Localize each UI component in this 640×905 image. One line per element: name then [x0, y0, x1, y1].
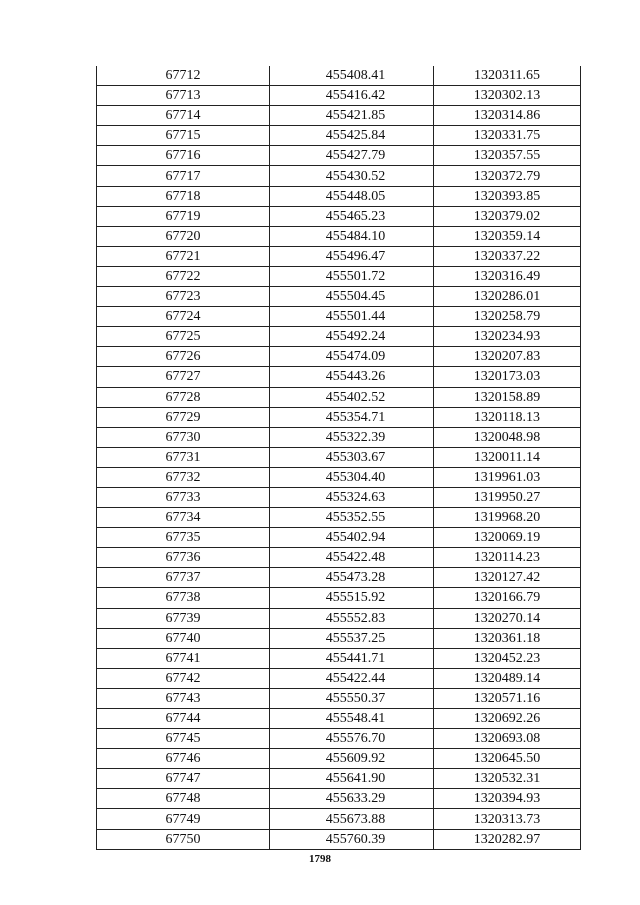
x-coordinate-cell: 455352.55	[270, 508, 434, 528]
y-coordinate-cell: 1320314.86	[434, 106, 581, 126]
y-coordinate-cell: 1320158.89	[434, 387, 581, 407]
table-row	[97, 648, 581, 668]
x-coordinate-cell: 455465.23	[270, 206, 434, 226]
y-coordinate-cell: 1320069.19	[434, 528, 581, 548]
table-row	[97, 608, 581, 628]
point-id-cell: 67723	[97, 287, 270, 307]
x-coordinate-cell: 455448.05	[270, 186, 434, 206]
table-row	[97, 86, 581, 106]
y-coordinate-cell: 1320393.85	[434, 186, 581, 206]
x-coordinate-cell: 455425.84	[270, 126, 434, 146]
y-coordinate-cell: 1320207.83	[434, 347, 581, 367]
table-row	[97, 749, 581, 769]
table-row	[97, 266, 581, 286]
y-coordinate-cell: 1320532.31	[434, 769, 581, 789]
x-coordinate-cell: 455408.41	[270, 66, 434, 86]
y-coordinate-cell: 1320258.79	[434, 307, 581, 327]
x-coordinate-cell: 455515.92	[270, 588, 434, 608]
y-coordinate-cell: 1320311.65	[434, 66, 581, 86]
table-row	[97, 588, 581, 608]
y-coordinate-cell: 1320372.79	[434, 166, 581, 186]
y-coordinate-cell: 1320452.23	[434, 648, 581, 668]
y-coordinate-cell: 1320166.79	[434, 588, 581, 608]
point-id-cell: 67747	[97, 769, 270, 789]
point-id-cell: 67726	[97, 347, 270, 367]
point-id-cell: 67731	[97, 447, 270, 467]
table-row	[97, 126, 581, 146]
y-coordinate-cell: 1320379.02	[434, 206, 581, 226]
table-row	[97, 146, 581, 166]
table-row	[97, 528, 581, 548]
page-number: 1798	[309, 853, 331, 865]
y-coordinate-cell: 1320645.50	[434, 749, 581, 769]
table-row	[97, 809, 581, 829]
y-coordinate-cell: 1320011.14	[434, 447, 581, 467]
y-coordinate-cell: 1320359.14	[434, 226, 581, 246]
coordinates-table	[96, 66, 581, 850]
point-id-cell: 67721	[97, 246, 270, 266]
point-id-cell: 67719	[97, 206, 270, 226]
table-row	[97, 427, 581, 447]
point-id-cell: 67734	[97, 508, 270, 528]
x-coordinate-cell: 455416.42	[270, 86, 434, 106]
x-coordinate-cell: 455496.47	[270, 246, 434, 266]
x-coordinate-cell: 455427.79	[270, 146, 434, 166]
point-id-cell: 67729	[97, 407, 270, 427]
x-coordinate-cell: 455402.94	[270, 528, 434, 548]
point-id-cell: 67733	[97, 487, 270, 507]
x-coordinate-cell: 455550.37	[270, 688, 434, 708]
point-id-cell: 67724	[97, 307, 270, 327]
y-coordinate-cell: 1320286.01	[434, 287, 581, 307]
y-coordinate-cell: 1320270.14	[434, 608, 581, 628]
y-coordinate-cell: 1320313.73	[434, 809, 581, 829]
y-coordinate-cell: 1320331.75	[434, 126, 581, 146]
table-row	[97, 347, 581, 367]
table-row	[97, 447, 581, 467]
table-row	[97, 668, 581, 688]
x-coordinate-cell: 455422.44	[270, 668, 434, 688]
table-row	[97, 688, 581, 708]
table-row	[97, 829, 581, 849]
x-coordinate-cell: 455303.67	[270, 447, 434, 467]
x-coordinate-cell: 455552.83	[270, 608, 434, 628]
x-coordinate-cell: 455402.52	[270, 387, 434, 407]
y-coordinate-cell: 1320692.26	[434, 709, 581, 729]
x-coordinate-cell: 455473.28	[270, 568, 434, 588]
table-row	[97, 628, 581, 648]
y-coordinate-cell: 1320048.98	[434, 427, 581, 447]
point-id-cell: 67732	[97, 467, 270, 487]
point-id-cell: 67748	[97, 789, 270, 809]
x-coordinate-cell: 455641.90	[270, 769, 434, 789]
point-id-cell: 67741	[97, 648, 270, 668]
point-id-cell: 67720	[97, 226, 270, 246]
table-row	[97, 186, 581, 206]
x-coordinate-cell: 455441.71	[270, 648, 434, 668]
point-id-cell: 67749	[97, 809, 270, 829]
point-id-cell: 67735	[97, 528, 270, 548]
x-coordinate-cell: 455304.40	[270, 467, 434, 487]
y-coordinate-cell: 1320316.49	[434, 266, 581, 286]
y-coordinate-cell: 1320282.97	[434, 829, 581, 849]
point-id-cell: 67717	[97, 166, 270, 186]
x-coordinate-cell: 455474.09	[270, 347, 434, 367]
point-id-cell: 67728	[97, 387, 270, 407]
x-coordinate-cell: 455537.25	[270, 628, 434, 648]
point-id-cell: 67713	[97, 86, 270, 106]
x-coordinate-cell: 455322.39	[270, 427, 434, 447]
x-coordinate-cell: 455422.48	[270, 548, 434, 568]
y-coordinate-cell: 1320118.13	[434, 407, 581, 427]
y-coordinate-cell: 1320302.13	[434, 86, 581, 106]
coordinates-table-body	[97, 66, 581, 849]
y-coordinate-cell: 1320571.16	[434, 688, 581, 708]
y-coordinate-cell: 1320361.18	[434, 628, 581, 648]
table-row	[97, 307, 581, 327]
table-row	[97, 66, 581, 86]
point-id-cell: 67739	[97, 608, 270, 628]
table-row	[97, 206, 581, 226]
y-coordinate-cell: 1320357.55	[434, 146, 581, 166]
y-coordinate-cell: 1320114.23	[434, 548, 581, 568]
point-id-cell: 67715	[97, 126, 270, 146]
point-id-cell: 67718	[97, 186, 270, 206]
x-coordinate-cell: 455443.26	[270, 367, 434, 387]
x-coordinate-cell: 455548.41	[270, 709, 434, 729]
table-row	[97, 407, 581, 427]
table-row	[97, 548, 581, 568]
table-row	[97, 487, 581, 507]
point-id-cell: 67730	[97, 427, 270, 447]
point-id-cell: 67714	[97, 106, 270, 126]
table-row	[97, 226, 581, 246]
table-row	[97, 789, 581, 809]
table-row	[97, 508, 581, 528]
point-id-cell: 67725	[97, 327, 270, 347]
point-id-cell: 67750	[97, 829, 270, 849]
table-row	[97, 246, 581, 266]
x-coordinate-cell: 455609.92	[270, 749, 434, 769]
y-coordinate-cell: 1320489.14	[434, 668, 581, 688]
table-row	[97, 709, 581, 729]
point-id-cell: 67742	[97, 668, 270, 688]
x-coordinate-cell: 455633.29	[270, 789, 434, 809]
table-row	[97, 387, 581, 407]
y-coordinate-cell: 1320693.08	[434, 729, 581, 749]
point-id-cell: 67736	[97, 548, 270, 568]
x-coordinate-cell: 455760.39	[270, 829, 434, 849]
x-coordinate-cell: 455324.63	[270, 487, 434, 507]
point-id-cell: 67743	[97, 688, 270, 708]
x-coordinate-cell: 455484.10	[270, 226, 434, 246]
point-id-cell: 67745	[97, 729, 270, 749]
point-id-cell: 67727	[97, 367, 270, 387]
table-row	[97, 166, 581, 186]
y-coordinate-cell: 1320173.03	[434, 367, 581, 387]
table-row	[97, 729, 581, 749]
x-coordinate-cell: 455501.44	[270, 307, 434, 327]
point-id-cell: 67737	[97, 568, 270, 588]
x-coordinate-cell: 455354.71	[270, 407, 434, 427]
y-coordinate-cell: 1319968.20	[434, 508, 581, 528]
x-coordinate-cell: 455421.85	[270, 106, 434, 126]
y-coordinate-cell: 1319961.03	[434, 467, 581, 487]
point-id-cell: 67744	[97, 709, 270, 729]
table-row	[97, 106, 581, 126]
y-coordinate-cell: 1319950.27	[434, 487, 581, 507]
point-id-cell: 67722	[97, 266, 270, 286]
x-coordinate-cell: 455492.24	[270, 327, 434, 347]
x-coordinate-cell: 455576.70	[270, 729, 434, 749]
point-id-cell: 67746	[97, 749, 270, 769]
y-coordinate-cell: 1320127.42	[434, 568, 581, 588]
table-row	[97, 568, 581, 588]
x-coordinate-cell: 455430.52	[270, 166, 434, 186]
point-id-cell: 67740	[97, 628, 270, 648]
table-row	[97, 769, 581, 789]
point-id-cell: 67738	[97, 588, 270, 608]
table-row	[97, 367, 581, 387]
table-row	[97, 467, 581, 487]
x-coordinate-cell: 455673.88	[270, 809, 434, 829]
table-row	[97, 287, 581, 307]
x-coordinate-cell: 455504.45	[270, 287, 434, 307]
y-coordinate-cell: 1320337.22	[434, 246, 581, 266]
point-id-cell: 67712	[97, 66, 270, 86]
point-id-cell: 67716	[97, 146, 270, 166]
table-row	[97, 327, 581, 347]
x-coordinate-cell: 455501.72	[270, 266, 434, 286]
y-coordinate-cell: 1320234.93	[434, 327, 581, 347]
y-coordinate-cell: 1320394.93	[434, 789, 581, 809]
